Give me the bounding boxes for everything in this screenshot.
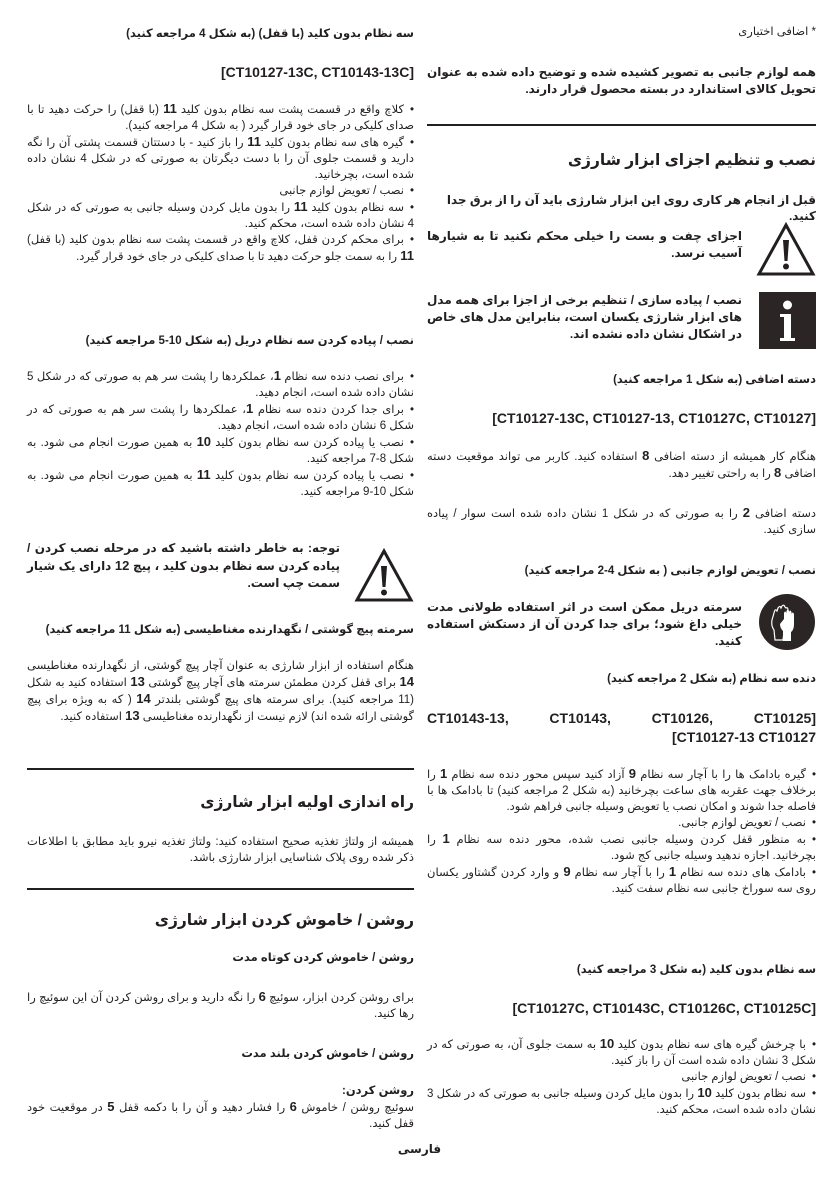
list-item: • برای نصب دنده سه نظام 1، عملکردها را پشت سر هم به صورتی که در شکل 5 نشان داده شده است، انجام دهید. <box>27 368 414 401</box>
short-term-heading: روشن / خاموش کردن کوتاه مدت <box>232 952 414 964</box>
info-icon <box>759 292 816 349</box>
geared-chuck-models-line-2: [CT10127-13 CT10127 <box>672 729 816 745</box>
aux-handle-heading: دسته اضافی (به شکل 1 مراجعه کنید) <box>613 374 816 386</box>
list-item: • بادامک های دنده سه نظام 1 را با آچار سه نظام 9 و وارد کردن گشتاور یکسان روی سه سوراخ جانبی سه نظام سفت کنید. <box>427 864 816 897</box>
aux-handle-models: [CT10127-13C, CT10127-13, CT10127C, CT10127] <box>492 410 816 426</box>
list-item: • به منظور قفل کردن وسیله جانبی نصب شده، محور دنده سه نظام 1 را بچرخانید. اجازه ندهید وسیله جانبی کج شود. <box>427 831 816 864</box>
list-item: • نصب / تعویض لوازم جانبی. <box>427 815 816 831</box>
list-item: • نصب / تعویض لوازم جانبی <box>27 183 414 199</box>
geared-chuck-models-line-1: CT10143-13, CT10143, CT10126, CT10125] <box>427 710 816 726</box>
on-off-section-title: روشن / خاموش کردن ابزار شارژی <box>154 912 414 929</box>
gloves-note <box>427 593 816 651</box>
keyless-chuck-steps <box>427 1036 816 1118</box>
short-term-paragraph: برای روشن کردن ابزار، سوئیچ 6 را نگه دارید و برای روشن کردن آن این سوئیچ را رها کنید. <box>27 989 414 1020</box>
list-item: • گیره های سه نظام بدون کلید 11 را باز کنید - با دستتان قسمت پشتی آن را نگه دارید و قسمت جلوی آن را با دست دیگرتان به صورتی که در شکل 4 نشان داده شده است، بچرخانید. <box>27 134 414 183</box>
list-item: • سه نظام بدون کلید 11 را بدون مایل کردن وسیله جانبی به صورتی که در شکل 4 نشان داده شده است، محکم کنید. <box>27 199 414 232</box>
geared-chuck-heading: دنده سه نظام (به شکل 2 مراجعه کنید) <box>607 673 816 685</box>
keyless-chuck-models: [CT10127C, CT10143C, CT10126C, CT10125C] <box>512 1000 816 1016</box>
aux-handle-paragraph-1: هنگام کار همیشه از دسته اضافی 8 استفاده کنید. کاربر می تواند موقعیت دسته اضافی 8 را به راحتی تغییر دهد. <box>427 448 816 480</box>
info-note <box>427 292 816 349</box>
list-item: • کلاچ واقع در قسمت پشت سه نظام بدون کلید 11 (با قفل) را حرکت دهید تا با صدای کلیکی در جای خود قرار گیرد ( به شکل 4 مراجعه کنید). <box>27 101 414 134</box>
list-item: • سه نظام بدون کلید 10 را بدون مایل کردن وسیله جانبی به صورتی که در شکل 3 نشان داده شده است، محکم کنید. <box>427 1085 816 1118</box>
warning-triangle-icon <box>756 222 816 278</box>
accessories-note: همه لوازم جانبی به تصویر کشیده شده و توضیح داده شده به عنوان تحویل کالای استاندارد در بسته محصول قرار دارند. <box>427 65 816 96</box>
list-item: • برای محکم کردن قفل، کلاچ واقع در قسمت پشت سه نظام بدون کلید (با قفل) 11 را به سمت جلو حرکت دهید تا با صدای کلیکی در جای خود قرار گیرد. <box>27 232 414 265</box>
tighten-warning-note <box>427 222 816 278</box>
page-footer-language: فارسی <box>397 1142 442 1156</box>
left-thread-warning-note <box>27 540 414 604</box>
list-item: • نصب یا پیاده کردن سه نظام بدون کلید 11 به همین صورت انجام می شود. به شکل 10-9 مراجعه کنید. <box>27 467 414 500</box>
locking-chuck-heading: سه نظام بدون کلید (با قفل) (به شکل 4 مراجعه کنید) <box>126 28 414 40</box>
screwdriver-bit-paragraph: هنگام استفاده از ابزار شارژی به عنوان آچار پیچ گوشتی، از نگهدارنده مغناطیسی 14 برای قفل کردن مطمئن سرمته های آچار پیچ گوشتی 13 استفاده کنید به شکل (11 مراجعه کنید). برای سرمته های پیچ گوشتی بلندتر 14 ( که به ویژه برای پیچ گوشتی ارائه شده اند) لازم نیست از نگهدارنده مغناطیسی 13 استفاده کنید. <box>27 660 415 723</box>
drill-chuck-mount-steps <box>27 368 414 500</box>
section-divider <box>427 124 816 126</box>
startup-paragraph: همیشه از ولتاژ تغذیه صحیح استفاده کنید: ولتاژ تغذیه نیرو باید مطابق با اطلاعات ذکر شده روی پلاک شناسایی ابزار شارژی باشد. <box>27 836 414 864</box>
accessory-change-heading: نصب / تعویض لوازم جانبی ( به شکل 4-2 مراجعه کنید) <box>524 565 816 577</box>
geared-chuck-steps <box>427 766 816 897</box>
aux-handle-paragraph-2: دسته اضافی 2 را به صورتی که در شکل 1 نشان داده شده است سوار / پیاده سازی کنید. <box>427 505 816 536</box>
left-column <box>27 0 414 1191</box>
list-item: • گیره بادامک ها را با آچار سه نظام 9 آزاد کنید سپس محور دنده سه نظام 1 را برخلاف جهت عقربه های ساعت بچرخانید (به شکل 2 مراجعه کنید) تا بادامک ها با فاصله جدا شوند و امکان نصب یا تعویض وسیله جانبی فراهم شود. <box>427 766 816 815</box>
right-column <box>427 0 816 1191</box>
locking-chuck-steps <box>27 101 414 265</box>
screwdriver-bit-heading: سرمته پیچ گوشتی / نگهدارنده مغناطیسی (به شکل 11 مراجعه کنید) <box>45 624 414 636</box>
gloves-note-text: سرمته دریل ممکن است در اثر استفاده طولانی مدت خیلی داغ شود؛ برای جدا کردن آن از دستکش استفاده کنید. <box>427 600 742 648</box>
keyless-chuck-heading: سه نظام بدون کلید (به شکل 3 مراجعه کنید) <box>576 964 816 976</box>
left-thread-warning-text: توجه: به خاطر داشته باشید که در مرحله نصب کردن / پیاده کردن سه نظام بدون کلید ، پیچ 12 دارای یک شیار سمت چپ است. <box>27 541 340 590</box>
gloves-icon <box>758 593 816 651</box>
list-item: • نصب یا پیاده کردن سه نظام بدون کلید 10 به همین صورت انجام می شود. به شکل 8-7 مراجعه کنید. <box>27 434 414 467</box>
section-divider <box>27 768 414 770</box>
list-item: • برای جدا کردن دنده سه نظام 1، عملکردها را پشت سر هم به صورتی که در شکل 6 نشان داده شده است، انجام دهید. <box>27 401 414 434</box>
tighten-warning-text: اجزای چفت و بست را خیلی محکم نکنید تا به شیارها آسیب نرسد. <box>427 229 742 260</box>
unplug-warning: قبل از انجام هر کاری روی این ابزار شارژی باید آن را از برق جدا کنید. <box>446 193 816 223</box>
assembly-section-title: نصب و تنظیم اجزای ابزار شارژی <box>567 152 816 169</box>
warning-triangle-icon <box>354 548 414 604</box>
long-term-heading: روشن / خاموش کردن بلند مدت <box>241 1048 414 1060</box>
switch-on-paragraph: سوئیچ روشن / خاموش 6 را فشار دهید و آن را با دکمه قفل 5 در موقعیت خود قفل کنید. <box>27 1099 414 1130</box>
locking-chuck-models: [CT10127-13C, CT10143-13C] <box>221 64 414 80</box>
info-note-text: نصب / پیاده سازی / تنظیم برخی از اجزا برای همه مدل های ابزار شارژی یکسان است، بنابراین مدل های خاص در اشکال نشان داده نشده اند. <box>427 293 742 341</box>
drill-chuck-mount-heading: نصب / پیاده کردن سه نظام دریل (به شکل 10-5 مراجعه کنید) <box>85 335 414 347</box>
list-item: • نصب / تعویض لوازم جانبی <box>427 1069 816 1085</box>
startup-section-title: راه اندازی اولیه ابزار شارژی <box>200 794 414 811</box>
optional-note: * اضافی اختیاری <box>738 26 816 38</box>
section-divider <box>27 888 414 890</box>
list-item: • با چرخش گیره های سه نظام بدون کلید 10 به سمت جلوی آن، به صورتی که در شکل 3 نشان داده شده است آن را باز کنید. <box>427 1036 816 1069</box>
switch-on-label: روشن کردن: <box>341 1085 414 1097</box>
